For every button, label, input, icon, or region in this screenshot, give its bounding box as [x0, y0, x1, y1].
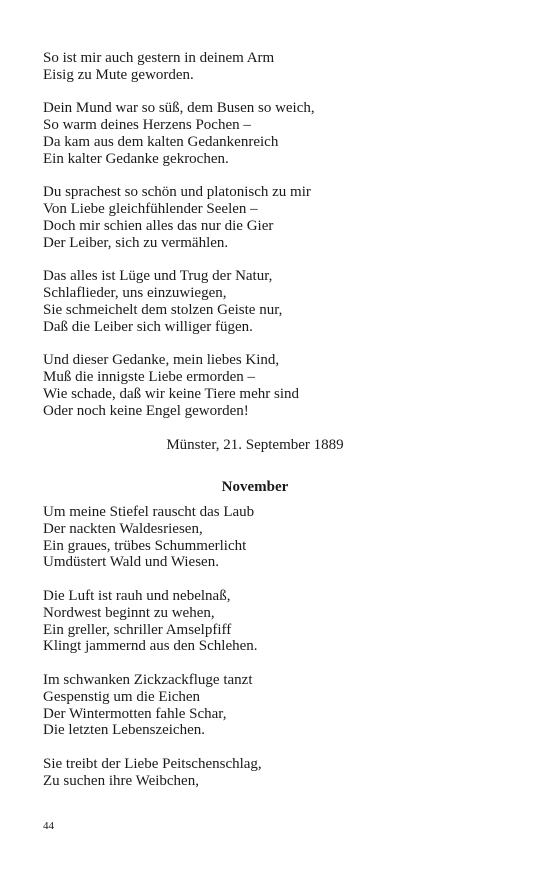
verse-line: Da kam aus dem kalten Gedankenreich: [43, 133, 279, 150]
verse-line: Sie schmeichelt dem stolzen Geiste nur,: [43, 301, 283, 318]
verse-line: Umdüstert Wald und Wiesen.: [43, 554, 219, 571]
verse-line: Der nackten Waldesriesen,: [43, 520, 203, 537]
poem-2-body: [43, 504, 513, 790]
verse-line: Gespenstig um die Eichen: [43, 688, 201, 705]
verse-line: Du sprachest so schön und platonisch zu mir: [43, 184, 311, 201]
stanza: [43, 588, 513, 655]
verse-line: Von Liebe gleichfühlender Seelen –: [43, 201, 258, 218]
verse-line: Sie treibt der Liebe Peitschenschlag,: [43, 755, 262, 772]
poem-title: November: [221, 479, 289, 495]
verse-line: Die Luft ist rauh und nebelnaß,: [43, 587, 231, 604]
verse-line: Und dieser Gedanke, mein liebes Kind,: [43, 352, 280, 369]
verse-line: Nordwest beginnt zu wehen,: [43, 604, 215, 621]
verse-line: Der Leiber, sich zu vermählen.: [43, 234, 229, 251]
verse-line: Wie schade, daß wir keine Tiere mehr sind: [43, 385, 299, 402]
stanza: [43, 50, 513, 84]
verse-line: So warm deines Herzens Pochen –: [43, 117, 251, 134]
verse-line: Der Wintermotten fahle Schar,: [43, 705, 227, 722]
stanza: [43, 268, 513, 335]
stanza: [43, 672, 513, 739]
verse-line: Die letzten Lebenszeichen.: [43, 722, 205, 739]
poem-1-body: [43, 50, 513, 420]
stanza: [43, 756, 513, 790]
verse-line: Klingt jammernd aus den Schlehen.: [43, 638, 258, 655]
verse-line: Ein graues, trübes Schummerlicht: [43, 537, 247, 554]
page-number: 44: [43, 820, 54, 832]
verse-line: Um meine Stiefel rauscht das Laub: [43, 504, 255, 520]
verse-line: Muß die innigste Liebe ermorden –: [43, 369, 256, 386]
verse-line: Ein kalter Gedanke gekrochen.: [43, 150, 229, 167]
verse-line: Eisig zu Mute geworden.: [43, 66, 194, 83]
stanza: [43, 184, 513, 251]
verse-line: Doch mir schien alles das nur die Gier: [43, 217, 274, 234]
verse-line: So ist mir auch gestern in deinem Arm: [43, 50, 275, 66]
verse-line: Oder noch keine Engel geworden!: [43, 402, 249, 419]
stanza: [43, 352, 513, 419]
verse-line: Schlaflieder, uns einzuwiegen,: [43, 285, 227, 302]
dateline-text: Münster, 21. September 1889: [166, 437, 344, 453]
stanza: [43, 504, 513, 571]
verse-line: Das alles ist Lüge und Trug der Natur,: [43, 268, 273, 285]
verse-line: Zu suchen ihre Weibchen,: [43, 772, 199, 789]
poem-dateline: [0, 437, 510, 454]
verse-line: Ein greller, schriller Amselpfiff: [43, 621, 232, 638]
verse-line: Dein Mund war so süß, dem Busen so weich,: [43, 100, 315, 117]
verse-line: Im schwanken Zickzackfluge tanzt: [43, 671, 253, 688]
verse-line: Daß die Leiber sich williger fügen.: [43, 318, 253, 335]
stanza: [43, 100, 513, 167]
